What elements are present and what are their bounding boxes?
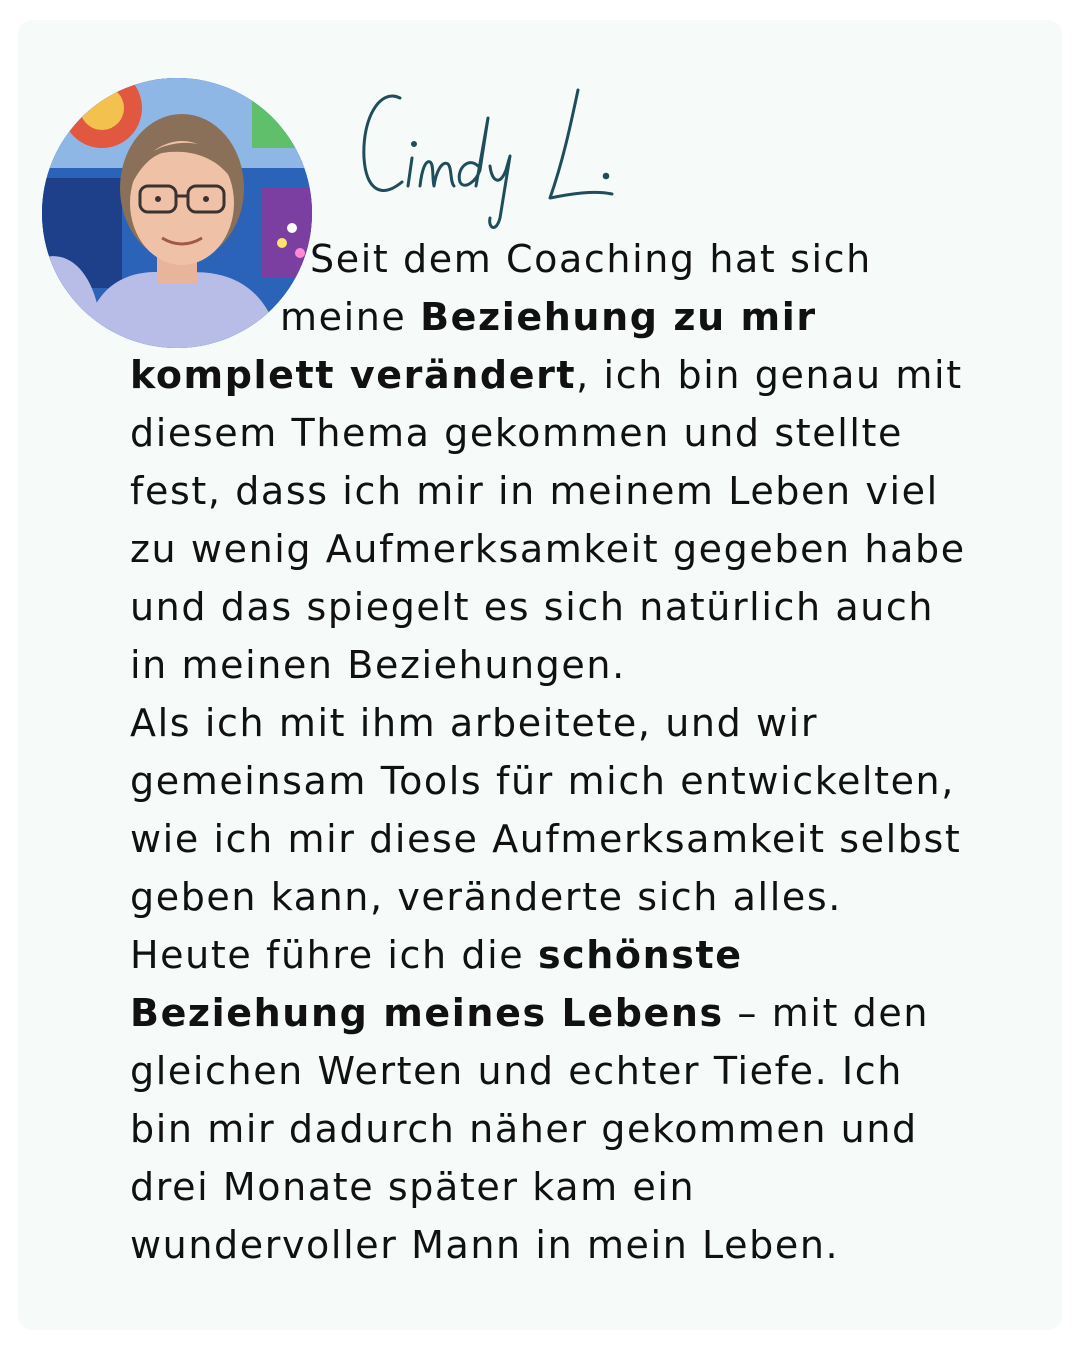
avatar-wrap-spacer [130,288,280,346]
quote-text: – mit den gleichen Werten und echter Tiefe. Ich bin mir dadurch näher gekommen und drei Monate später kam ein wundervoller Mann in mein Leben. [130,991,930,1267]
testimonial-quote [130,230,970,1274]
quote-text: Heute führe ich die [130,933,538,977]
quote-text: , ich bin genau mit diesem Thema gekommen und stellte fest, dass ich mir in meinem Leben viel zu wenig Aufmerksamkeit gegeben habe und das spiegelt es sich natürlich auch in meinen Beziehungen. [130,353,966,687]
signature [350,78,640,238]
quote-highlight: Beziehung zu mir komplett verändert [130,295,817,397]
quote-highlight: schönste Beziehung meines Lebens [130,933,743,1035]
signature-text: Cindy L. [350,88,355,89]
quote-body [130,237,966,1267]
quote-text: Als ich mit ihm arbeitete, und wir gemeinsam Tools für mich entwickelten, wie ich mir diese Aufmerksamkeit selbst geben kann, veränderte sich alles. [130,701,962,919]
quote-text: Seit dem Coaching hat sich meine [280,237,872,339]
avatar-wrap-spacer [130,230,310,288]
signature-name-script [350,78,640,238]
